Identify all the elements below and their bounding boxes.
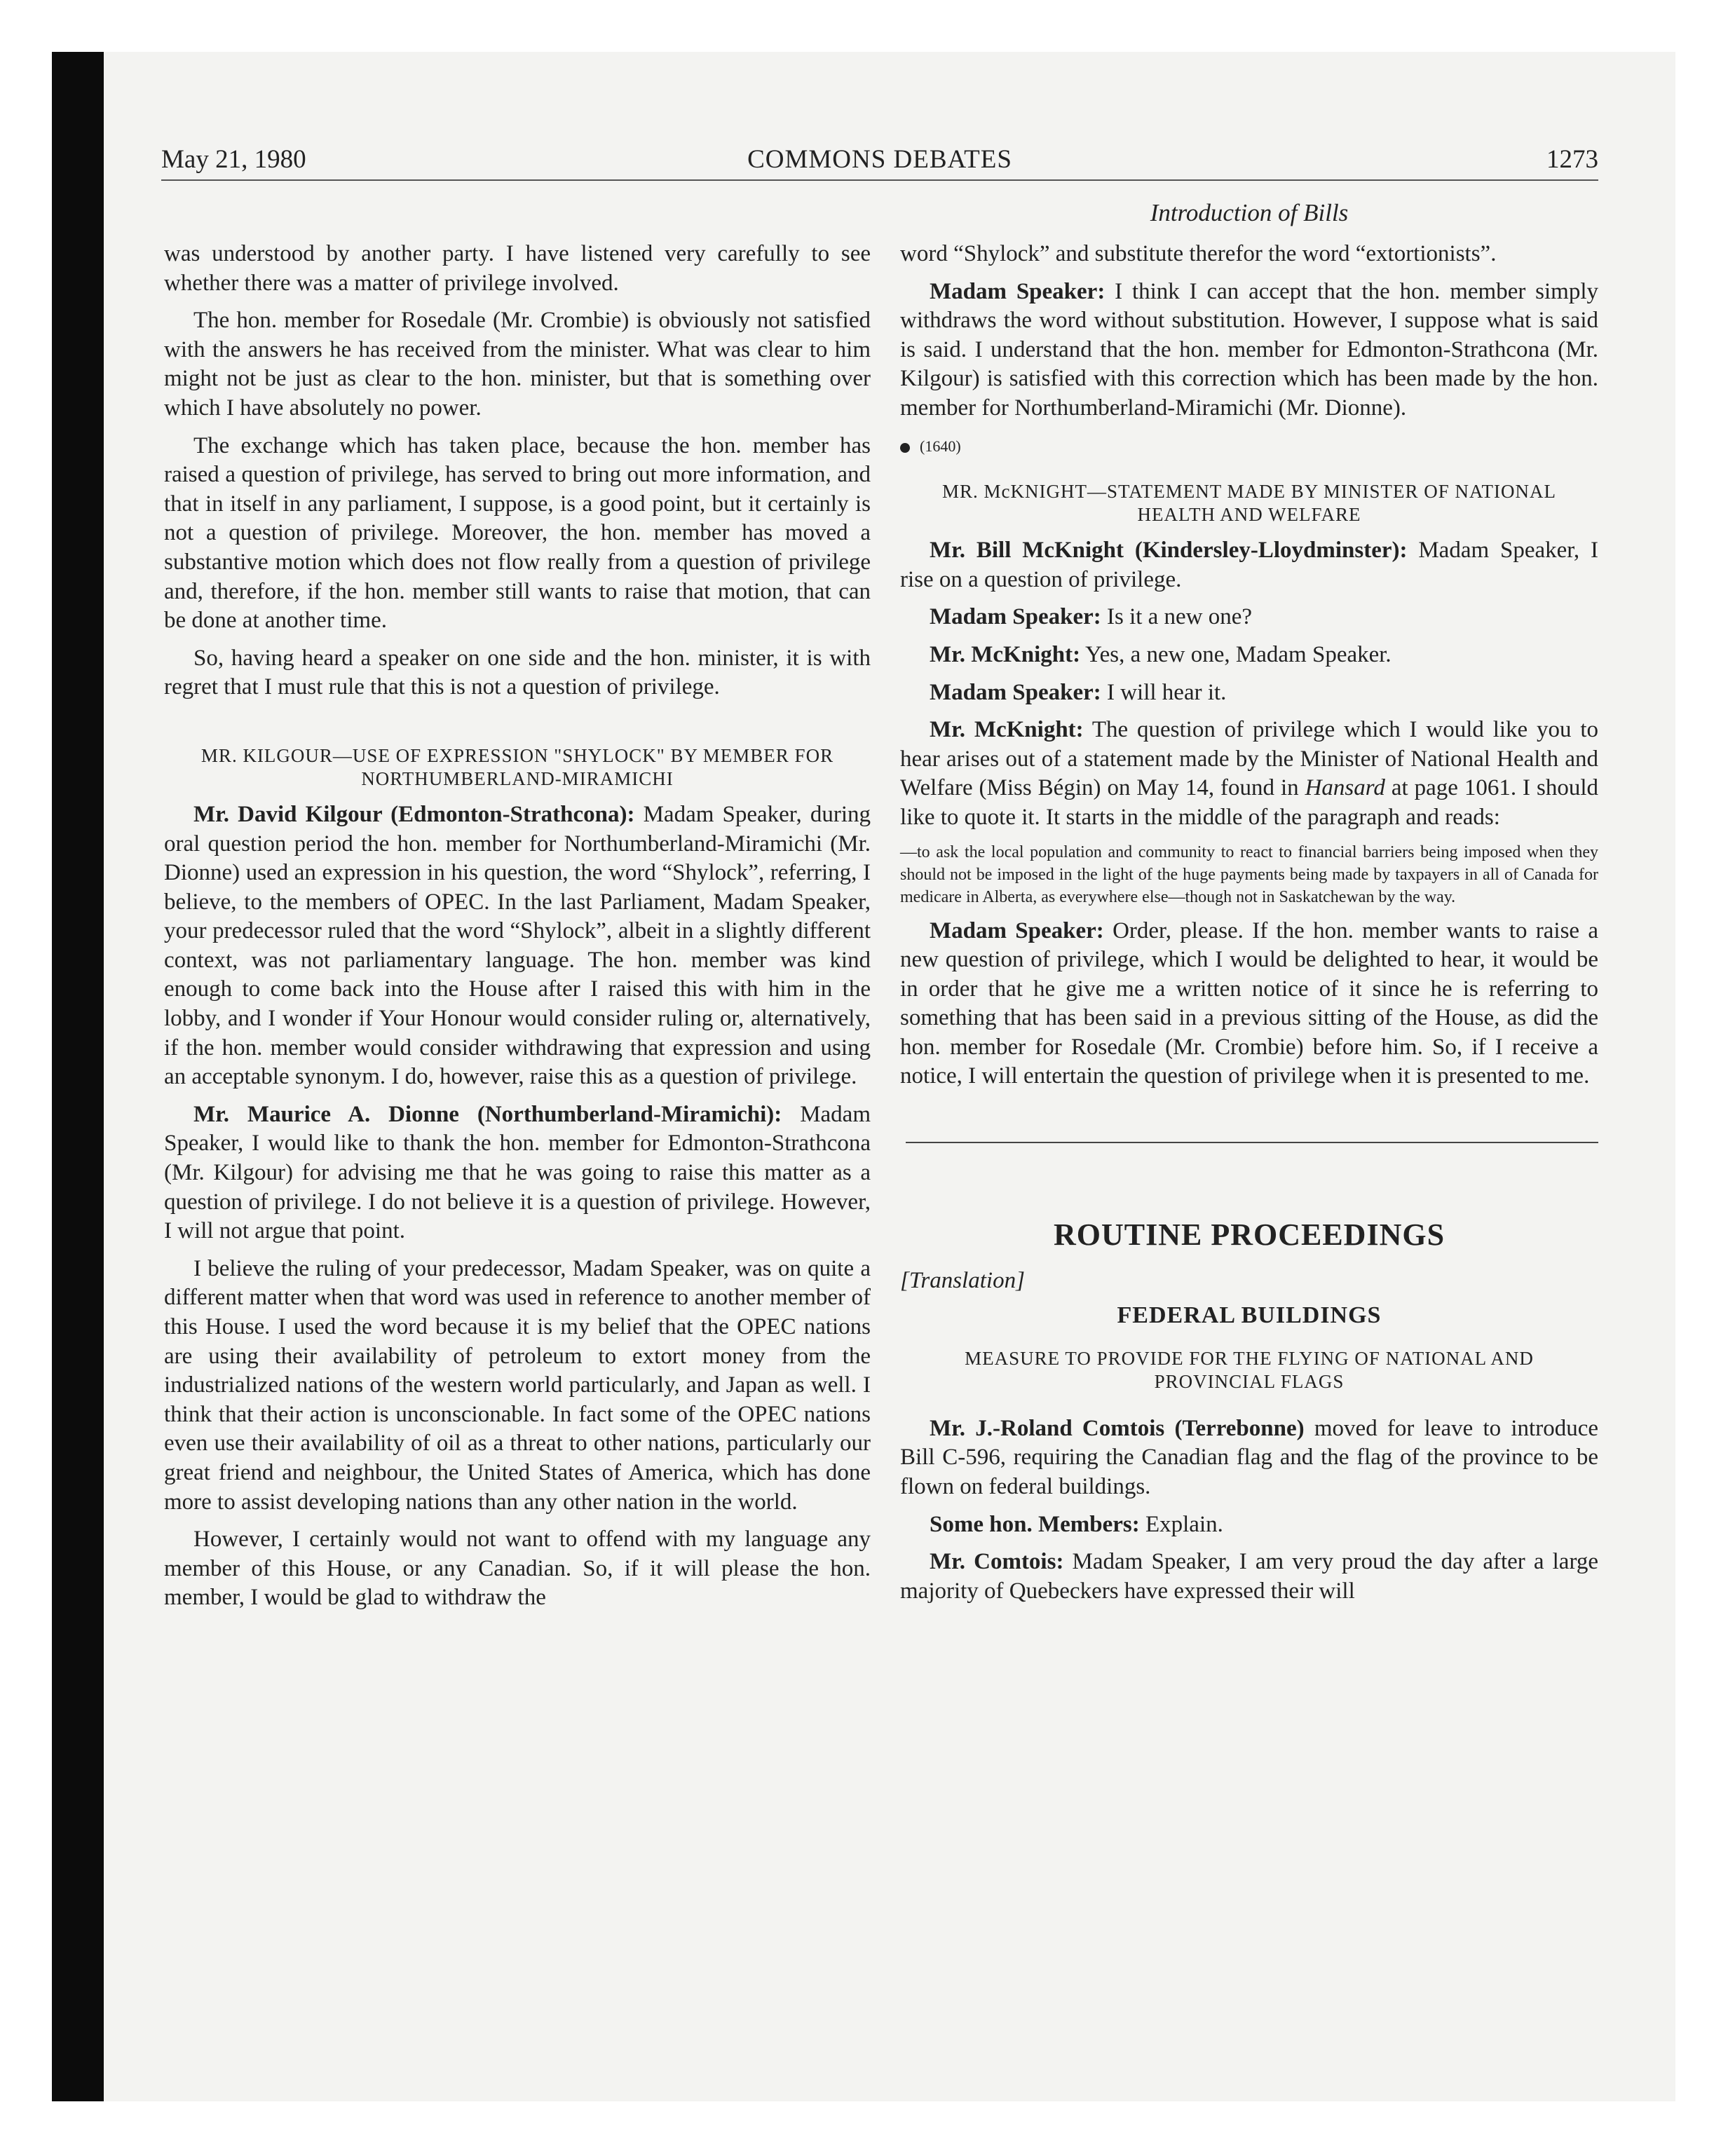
mcknight-speech — [900, 641, 1598, 670]
paragraph: The exchange which has taken place, because the hon. member has raised a question of privilege, has served to bring out more information, and that in itself in any parliament, I suppose, is a good point, but it certainly is not a question of privilege. Moreover, the hon. member has moved a substantive motion which does not flow really from a question of privilege and, therefore, if the hon. member still wants to raise that motion, that can be done at another time. — [164, 432, 871, 634]
comtois-speech — [900, 1548, 1598, 1606]
speech-text: Is it a new one? — [1106, 604, 1253, 630]
speaker-name: Madam Speaker: — [930, 917, 1104, 943]
speech-text: Madam Speaker, I rise on a question of privilege. — [900, 538, 1599, 592]
speaker-speech — [900, 278, 1598, 423]
members-speech — [900, 1510, 1598, 1540]
header-title: COMMONS DEBATES — [747, 145, 1012, 174]
speech-text: Explain. — [1145, 1511, 1223, 1537]
paragraph: was understood by another party. I have listened very carefully to see whether there was a matter of privilege involved. — [164, 241, 871, 296]
timestamp-text: (1640) — [920, 437, 961, 455]
block-quote: —to ask the local population and community to react to financial barriers being imposed when they should not be imposed in the light of the huge payments being made by taxpayers in all of Canada for medicare in Alberta, as everywhere else—though not in Saskatchewan by the way. — [900, 842, 1598, 906]
speaker-name: Madam Speaker: — [930, 679, 1101, 705]
speaker-name: Mr. David Kilgour (Edmonton-Strathcona): — [193, 801, 635, 827]
header-date: May 21, 1980 — [161, 145, 306, 174]
routine-proceedings-title: ROUTINE PROCEEDINGS — [1053, 1217, 1445, 1253]
speech-text: Yes, a new one, Madam Speaker. — [1085, 641, 1392, 667]
mcknight-heading: MR. McKNIGHT—STATEMENT MADE BY MINISTER OF NATIONAL HEALTH AND WELFARE — [941, 481, 1557, 526]
speaker-speech — [900, 603, 1598, 632]
speech-text: Madam Speaker, during oral question period the hon. member for Northumberland-Miramichi (Mr. Dionne) used an expression in his question, the word “Shylock”, referring, I believe, to the members of OPEC. In the last Parliament, Madam Speaker, your predecessor ruled that the word “Shylock”, albeit in a slightly different context, was not parliamentary language. The hon. member was kind enough to come back into the House after I raised this with him in the lobby, and I wonder if Your Honour would consider ruling or, alternatively, if the hon. member would consider withdrawing that expression and using an acceptable synonym. I do, however, raise this as a question of privilege. — [164, 801, 871, 1090]
speaker-speech — [900, 678, 1598, 708]
speech-text: I will hear it. — [1106, 679, 1227, 705]
speech-text: at page 1061. I should like to quote it. It starts in the middle of the paragraph and reads: — [900, 775, 1599, 830]
paragraph: However, I certainly would not want to offend with my language any member of this House, or any Canadian. So, if it will please the hon. member, I would be glad to withdraw the — [164, 1527, 871, 1611]
running-header — [161, 144, 1598, 182]
speaker-name: Mr. J.-Roland Comtois (Terrebonne) — [930, 1415, 1305, 1441]
speaker-name: Mr. Comtois: — [930, 1549, 1064, 1575]
header-page-number: 1273 — [1546, 145, 1598, 174]
comtois-speech — [900, 1414, 1598, 1502]
right-column — [900, 240, 1598, 1614]
speaker-name: Madam Speaker: — [930, 278, 1105, 304]
speech-text: Madam Speaker, I am very proud the day after a large majority of Quebeckers have expressed their will — [900, 1549, 1598, 1604]
bullet-icon — [900, 443, 910, 453]
timestamp — [900, 432, 1598, 461]
speech-text: moved for leave to introduce Bill C-596, requiring the Canadian flag and the flag of the province to be flown on federal buildings. — [900, 1415, 1598, 1500]
speaker-name: Mr. McKnight: — [930, 717, 1084, 743]
speaker-name: Mr. McKnight: — [930, 641, 1081, 667]
left-column — [164, 240, 871, 1621]
speaker-name: Some hon. Members: — [930, 1511, 1140, 1537]
section-subheading: Introduction of Bills — [1150, 199, 1349, 226]
hansard-reference: Hansard — [1305, 775, 1385, 801]
paragraph: So, having heard a speaker on one side and the hon. minister, it is with regret that I must rule that this is not a question of privilege. — [164, 645, 871, 700]
speech-text: The question of privilege which I would like you to hear arises out of a statement made by the Minister of National Health and Welfare (Miss Bégin) on May 14, found in — [900, 717, 1598, 801]
dionne-speech — [164, 1100, 871, 1246]
mcknight-speech — [900, 536, 1598, 594]
paragraph: word “Shylock” and substitute therefor the word “extortionists”. — [900, 241, 1497, 266]
speech-text: Madam Speaker, I would like to thank the hon. member for Edmonton-Strathcona (Mr. Kilgour) for advising me that he was going to raise this matter as a question of privilege. I do not believe it is a question of privilege. However, I will not argue that point. — [164, 1101, 871, 1244]
paragraph: I believe the ruling of your predecessor, Madam Speaker, was on quite a different matter when that word was used in reference to another member of this House. I used the word because it is my belief that the OPEC nations are using their availability of petroleum to extort money from the industrialized nations of the western world particularly, and Japan as well. I think that their action is unconscionable. In fact some of the OPEC nations even use their availability of oil as a threat to other nations, particularly our great friend and neighbour, the United States of America, which has done more to assist developing nations than any other nation in the world. — [164, 1255, 871, 1515]
federal-buildings-title: FEDERAL BUILDINGS — [1117, 1302, 1382, 1329]
translation-note: [Translation] — [900, 1267, 1025, 1293]
speaker-name: Madam Speaker: — [930, 604, 1101, 630]
speaker-name: Mr. Maurice A. Dionne (Northumberland-Miramichi): — [193, 1101, 782, 1127]
speaker-speech — [900, 917, 1598, 1092]
kilgour-heading: MR. KILGOUR—USE OF EXPRESSION "SHYLOCK" BY MEMBER FOR NORTHUMBERLAND-MIRAMICHI — [200, 744, 834, 789]
speaker-name: Mr. Bill McKnight (Kindersley-Lloydminster): — [930, 538, 1408, 564]
speech-text: I think I can accept that the hon. member simply withdraws the word without substitution. However, I suppose what is said is said. I understand that the hon. member for Edmonton-Strathcona (Mr. Kilgour) is satisfied with this correction which has been made by the hon. member for Northumberland-Miramichi (Mr. Dionne). — [900, 278, 1599, 421]
speech-text: Order, please. If the hon. member wants to raise a new question of privilege, which I would be delighted to hear, it would be in order that he give me a written notice of it since he is referring to something that has been said in a previous sitting of the House, as did the hon. member for Rosedale (Mr. Crombie) before him. So, if I receive a notice, I will entertain the question of privilege when it is presented to me. — [900, 917, 1598, 1089]
scan-edge — [52, 52, 104, 2101]
mcknight-speech — [900, 716, 1598, 832]
kilgour-speech — [164, 800, 871, 1092]
section-divider — [906, 1142, 1598, 1143]
paragraph: The hon. member for Rosedale (Mr. Crombie) is obviously not satisfied with the answers he has received from the minister. What was clear to him might not be just as clear to the hon. minister, but that is something over which I have absolutely no power. — [164, 308, 871, 421]
header-rule — [161, 179, 1598, 181]
measure-heading: MEASURE TO PROVIDE FOR THE FLYING OF NATIONAL AND PROVINCIAL FLAGS — [965, 1347, 1534, 1392]
